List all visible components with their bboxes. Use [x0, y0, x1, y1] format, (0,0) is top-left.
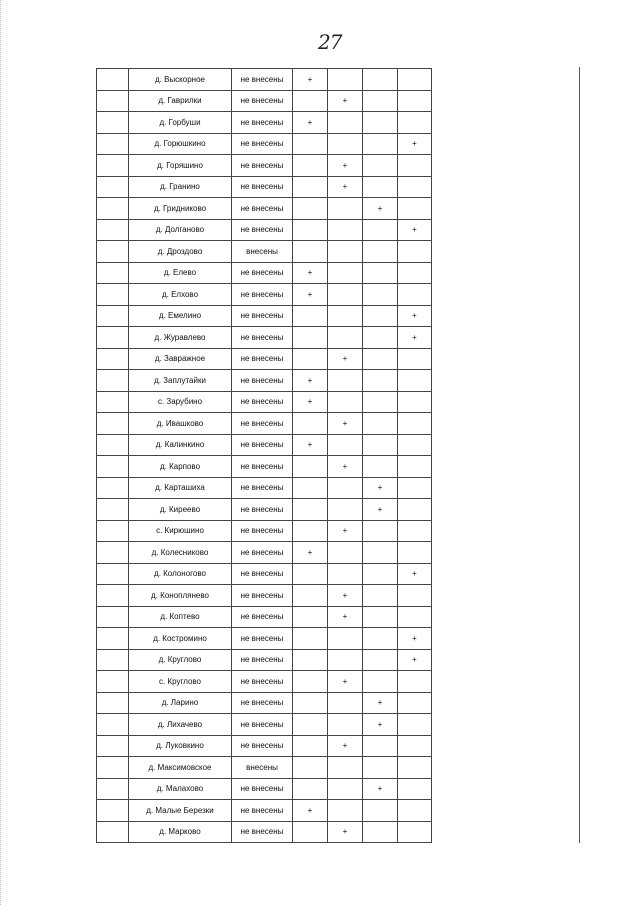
- row-number-cell: [97, 821, 129, 843]
- empty-mark-cell: [398, 348, 432, 370]
- table-row: [97, 542, 432, 564]
- empty-mark-cell: [293, 649, 328, 671]
- table-row: [97, 370, 432, 392]
- status-cell: не внесены: [232, 692, 293, 714]
- table-row: [97, 176, 432, 198]
- table-row: [97, 155, 432, 177]
- status-cell: не внесены: [232, 606, 293, 628]
- plus-mark: +: [328, 671, 363, 693]
- plus-mark: +: [293, 112, 328, 134]
- empty-mark-cell: [328, 434, 363, 456]
- table-body: [97, 69, 432, 843]
- settlement-name: д. Гридниково: [129, 198, 232, 220]
- empty-mark-cell: [293, 499, 328, 521]
- row-number-cell: [97, 477, 129, 499]
- table-row: [97, 413, 432, 435]
- empty-mark-cell: [328, 305, 363, 327]
- table-row: [97, 477, 432, 499]
- table-row: [97, 499, 432, 521]
- empty-mark-cell: [293, 628, 328, 650]
- row-number-cell: [97, 348, 129, 370]
- row-number-cell: [97, 262, 129, 284]
- empty-mark-cell: [328, 391, 363, 413]
- empty-mark-cell: [293, 219, 328, 241]
- table-row: [97, 563, 432, 585]
- empty-mark-cell: [398, 778, 432, 800]
- empty-mark-cell: [398, 90, 432, 112]
- table-row: [97, 133, 432, 155]
- status-cell: не внесены: [232, 370, 293, 392]
- settlement-name: д. Малые Березки: [129, 800, 232, 822]
- table-row: [97, 628, 432, 650]
- empty-mark-cell: [293, 133, 328, 155]
- empty-mark-cell: [328, 800, 363, 822]
- empty-mark-cell: [398, 542, 432, 564]
- table-row: [97, 585, 432, 607]
- empty-mark-cell: [363, 241, 398, 263]
- plus-mark: +: [328, 821, 363, 843]
- empty-mark-cell: [398, 520, 432, 542]
- table-row: [97, 90, 432, 112]
- table-row: [97, 456, 432, 478]
- row-number-cell: [97, 155, 129, 177]
- plus-mark: +: [293, 800, 328, 822]
- status-cell: не внесены: [232, 176, 293, 198]
- empty-mark-cell: [363, 757, 398, 779]
- empty-mark-cell: [293, 176, 328, 198]
- status-cell: не внесены: [232, 112, 293, 134]
- page-number: 27: [318, 30, 342, 54]
- status-cell: не внесены: [232, 628, 293, 650]
- row-number-cell: [97, 219, 129, 241]
- settlement-name: д. Долганово: [129, 219, 232, 241]
- status-cell: не внесены: [232, 155, 293, 177]
- row-number-cell: [97, 563, 129, 585]
- plus-mark: +: [328, 606, 363, 628]
- settlement-name: д. Коптево: [129, 606, 232, 628]
- status-cell: не внесены: [232, 69, 293, 91]
- status-cell: не внесены: [232, 456, 293, 478]
- margin-rule: [579, 67, 580, 843]
- empty-mark-cell: [398, 284, 432, 306]
- empty-mark-cell: [328, 778, 363, 800]
- empty-mark-cell: [363, 821, 398, 843]
- status-cell: не внесены: [232, 305, 293, 327]
- table-row: [97, 778, 432, 800]
- empty-mark-cell: [328, 327, 363, 349]
- settlement-name: д. Карпово: [129, 456, 232, 478]
- empty-mark-cell: [398, 176, 432, 198]
- empty-mark-cell: [398, 735, 432, 757]
- status-cell: не внесены: [232, 800, 293, 822]
- row-number-cell: [97, 241, 129, 263]
- settlement-name: д. Калинкино: [129, 434, 232, 456]
- status-cell: не внесены: [232, 391, 293, 413]
- empty-mark-cell: [398, 757, 432, 779]
- table-row: [97, 69, 432, 91]
- empty-mark-cell: [293, 735, 328, 757]
- table-row: [97, 735, 432, 757]
- empty-mark-cell: [293, 327, 328, 349]
- settlement-name: д. Горяшино: [129, 155, 232, 177]
- empty-mark-cell: [328, 198, 363, 220]
- status-cell: не внесены: [232, 563, 293, 585]
- empty-mark-cell: [293, 155, 328, 177]
- settlement-name: д. Киреево: [129, 499, 232, 521]
- row-number-cell: [97, 692, 129, 714]
- empty-mark-cell: [328, 284, 363, 306]
- empty-mark-cell: [328, 69, 363, 91]
- plus-mark: +: [293, 262, 328, 284]
- empty-mark-cell: [363, 542, 398, 564]
- table-row: [97, 800, 432, 822]
- plus-mark: +: [363, 499, 398, 521]
- empty-mark-cell: [293, 477, 328, 499]
- plus-mark: +: [398, 563, 432, 585]
- table-row: [97, 649, 432, 671]
- empty-mark-cell: [293, 606, 328, 628]
- table-row: [97, 305, 432, 327]
- settlement-name: с. Кирюшино: [129, 520, 232, 542]
- plus-mark: +: [328, 456, 363, 478]
- status-cell: не внесены: [232, 413, 293, 435]
- empty-mark-cell: [293, 198, 328, 220]
- row-number-cell: [97, 542, 129, 564]
- status-cell: не внесены: [232, 327, 293, 349]
- status-cell: не внесены: [232, 133, 293, 155]
- empty-mark-cell: [363, 133, 398, 155]
- empty-mark-cell: [293, 757, 328, 779]
- empty-mark-cell: [398, 112, 432, 134]
- empty-mark-cell: [363, 649, 398, 671]
- status-cell: не внесены: [232, 714, 293, 736]
- status-cell: не внесены: [232, 671, 293, 693]
- empty-mark-cell: [363, 112, 398, 134]
- settlement-name: д. Лихачево: [129, 714, 232, 736]
- row-number-cell: [97, 757, 129, 779]
- empty-mark-cell: [293, 90, 328, 112]
- plus-mark: +: [328, 176, 363, 198]
- empty-mark-cell: [363, 434, 398, 456]
- table-row: [97, 671, 432, 693]
- plus-mark: +: [363, 198, 398, 220]
- empty-mark-cell: [398, 370, 432, 392]
- status-cell: не внесены: [232, 262, 293, 284]
- settlement-name: д. Горбуши: [129, 112, 232, 134]
- empty-mark-cell: [363, 563, 398, 585]
- empty-mark-cell: [398, 391, 432, 413]
- plus-mark: +: [363, 692, 398, 714]
- table-row: [97, 714, 432, 736]
- table-row: [97, 284, 432, 306]
- plus-mark: +: [328, 413, 363, 435]
- table-row: [97, 391, 432, 413]
- empty-mark-cell: [363, 69, 398, 91]
- row-number-cell: [97, 69, 129, 91]
- empty-mark-cell: [293, 520, 328, 542]
- empty-mark-cell: [363, 348, 398, 370]
- page-edge: [0, 0, 3, 905]
- settlement-name: д. Максимовское: [129, 757, 232, 779]
- status-cell: не внесены: [232, 520, 293, 542]
- row-number-cell: [97, 499, 129, 521]
- settlements-table: [96, 68, 432, 843]
- plus-mark: +: [398, 219, 432, 241]
- row-number-cell: [97, 434, 129, 456]
- empty-mark-cell: [363, 90, 398, 112]
- plus-mark: +: [363, 778, 398, 800]
- plus-mark: +: [293, 542, 328, 564]
- plus-mark: +: [328, 348, 363, 370]
- empty-mark-cell: [328, 692, 363, 714]
- plus-mark: +: [328, 90, 363, 112]
- empty-mark-cell: [293, 348, 328, 370]
- settlement-name: д. Журавлево: [129, 327, 232, 349]
- empty-mark-cell: [363, 391, 398, 413]
- empty-mark-cell: [293, 714, 328, 736]
- empty-mark-cell: [293, 821, 328, 843]
- empty-mark-cell: [363, 370, 398, 392]
- table-row: [97, 112, 432, 134]
- table-row: [97, 692, 432, 714]
- empty-mark-cell: [293, 563, 328, 585]
- settlement-name: д. Гранино: [129, 176, 232, 198]
- empty-mark-cell: [328, 714, 363, 736]
- table-row: [97, 757, 432, 779]
- empty-mark-cell: [398, 800, 432, 822]
- settlement-name: д. Ларино: [129, 692, 232, 714]
- row-number-cell: [97, 628, 129, 650]
- empty-mark-cell: [363, 262, 398, 284]
- status-cell: не внесены: [232, 477, 293, 499]
- settlement-name: с. Зарубино: [129, 391, 232, 413]
- empty-mark-cell: [363, 284, 398, 306]
- row-number-cell: [97, 585, 129, 607]
- empty-mark-cell: [363, 176, 398, 198]
- row-number-cell: [97, 735, 129, 757]
- plus-mark: +: [293, 284, 328, 306]
- empty-mark-cell: [328, 477, 363, 499]
- empty-mark-cell: [293, 456, 328, 478]
- row-number-cell: [97, 112, 129, 134]
- table-row: [97, 327, 432, 349]
- table-row: [97, 606, 432, 628]
- plus-mark: +: [363, 477, 398, 499]
- empty-mark-cell: [398, 477, 432, 499]
- empty-mark-cell: [398, 456, 432, 478]
- empty-mark-cell: [293, 241, 328, 263]
- row-number-cell: [97, 800, 129, 822]
- plus-mark: +: [328, 155, 363, 177]
- settlement-name: д. Луковкино: [129, 735, 232, 757]
- row-number-cell: [97, 327, 129, 349]
- settlement-name: д. Колесниково: [129, 542, 232, 564]
- row-number-cell: [97, 176, 129, 198]
- settlement-name: д. Дроздово: [129, 241, 232, 263]
- empty-mark-cell: [398, 821, 432, 843]
- empty-mark-cell: [363, 456, 398, 478]
- plus-mark: +: [293, 391, 328, 413]
- status-cell: не внесены: [232, 434, 293, 456]
- table-row: [97, 821, 432, 843]
- status-cell: не внесены: [232, 821, 293, 843]
- empty-mark-cell: [398, 198, 432, 220]
- plus-mark: +: [328, 520, 363, 542]
- empty-mark-cell: [363, 413, 398, 435]
- empty-mark-cell: [328, 628, 363, 650]
- empty-mark-cell: [363, 219, 398, 241]
- plus-mark: +: [328, 735, 363, 757]
- plus-mark: +: [363, 714, 398, 736]
- settlement-name: с. Круглово: [129, 671, 232, 693]
- settlement-name: д. Заплутайки: [129, 370, 232, 392]
- status-cell: не внесены: [232, 198, 293, 220]
- settlement-name: д. Емелино: [129, 305, 232, 327]
- row-number-cell: [97, 370, 129, 392]
- status-cell: внесены: [232, 241, 293, 263]
- empty-mark-cell: [328, 219, 363, 241]
- table-row: [97, 241, 432, 263]
- status-cell: не внесены: [232, 735, 293, 757]
- empty-mark-cell: [328, 563, 363, 585]
- empty-mark-cell: [293, 305, 328, 327]
- empty-mark-cell: [398, 499, 432, 521]
- empty-mark-cell: [328, 370, 363, 392]
- plus-mark: +: [293, 434, 328, 456]
- empty-mark-cell: [363, 735, 398, 757]
- table-row: [97, 262, 432, 284]
- row-number-cell: [97, 456, 129, 478]
- status-cell: не внесены: [232, 284, 293, 306]
- settlement-name: д. Завражное: [129, 348, 232, 370]
- plus-mark: +: [398, 133, 432, 155]
- settlement-name: д. Гаврилки: [129, 90, 232, 112]
- row-number-cell: [97, 714, 129, 736]
- status-cell: не внесены: [232, 585, 293, 607]
- empty-mark-cell: [363, 606, 398, 628]
- settlement-name: д. Карташиха: [129, 477, 232, 499]
- settlement-name: д. Марково: [129, 821, 232, 843]
- status-cell: не внесены: [232, 649, 293, 671]
- plus-mark: +: [328, 585, 363, 607]
- empty-mark-cell: [293, 671, 328, 693]
- empty-mark-cell: [363, 305, 398, 327]
- row-number-cell: [97, 133, 129, 155]
- status-cell: не внесены: [232, 499, 293, 521]
- empty-mark-cell: [328, 757, 363, 779]
- settlement-name: д. Горюшкино: [129, 133, 232, 155]
- empty-mark-cell: [398, 606, 432, 628]
- empty-mark-cell: [328, 133, 363, 155]
- settlement-name: д. Круглово: [129, 649, 232, 671]
- settlement-name: д. Колоногово: [129, 563, 232, 585]
- table-row: [97, 198, 432, 220]
- empty-mark-cell: [398, 671, 432, 693]
- status-cell: не внесены: [232, 778, 293, 800]
- settlement-name: д. Коноплянево: [129, 585, 232, 607]
- row-number-cell: [97, 649, 129, 671]
- empty-mark-cell: [363, 628, 398, 650]
- status-cell: не внесены: [232, 542, 293, 564]
- row-number-cell: [97, 778, 129, 800]
- plus-mark: +: [398, 305, 432, 327]
- settlement-name: д. Елево: [129, 262, 232, 284]
- row-number-cell: [97, 413, 129, 435]
- status-cell: не внесены: [232, 348, 293, 370]
- empty-mark-cell: [328, 262, 363, 284]
- empty-mark-cell: [293, 778, 328, 800]
- status-cell: внесены: [232, 757, 293, 779]
- empty-mark-cell: [328, 649, 363, 671]
- empty-mark-cell: [363, 520, 398, 542]
- empty-mark-cell: [293, 413, 328, 435]
- empty-mark-cell: [363, 585, 398, 607]
- row-number-cell: [97, 284, 129, 306]
- settlement-name: д. Ивашково: [129, 413, 232, 435]
- row-number-cell: [97, 391, 129, 413]
- empty-mark-cell: [293, 692, 328, 714]
- settlement-name: д. Малахово: [129, 778, 232, 800]
- empty-mark-cell: [398, 69, 432, 91]
- settlement-name: д. Костромино: [129, 628, 232, 650]
- status-cell: не внесены: [232, 90, 293, 112]
- plus-mark: +: [293, 69, 328, 91]
- empty-mark-cell: [293, 585, 328, 607]
- table-row: [97, 434, 432, 456]
- row-number-cell: [97, 90, 129, 112]
- settlement-name: д. Выскорное: [129, 69, 232, 91]
- settlement-name: д. Елхово: [129, 284, 232, 306]
- empty-mark-cell: [398, 692, 432, 714]
- empty-mark-cell: [398, 585, 432, 607]
- empty-mark-cell: [328, 542, 363, 564]
- empty-mark-cell: [398, 434, 432, 456]
- empty-mark-cell: [363, 671, 398, 693]
- table-row: [97, 348, 432, 370]
- empty-mark-cell: [328, 499, 363, 521]
- empty-mark-cell: [398, 155, 432, 177]
- plus-mark: +: [293, 370, 328, 392]
- row-number-cell: [97, 606, 129, 628]
- row-number-cell: [97, 520, 129, 542]
- status-cell: не внесены: [232, 219, 293, 241]
- empty-mark-cell: [363, 155, 398, 177]
- row-number-cell: [97, 305, 129, 327]
- row-number-cell: [97, 198, 129, 220]
- table-row: [97, 520, 432, 542]
- empty-mark-cell: [328, 241, 363, 263]
- table-row: [97, 219, 432, 241]
- empty-mark-cell: [398, 262, 432, 284]
- empty-mark-cell: [328, 112, 363, 134]
- plus-mark: +: [398, 327, 432, 349]
- empty-mark-cell: [398, 241, 432, 263]
- empty-mark-cell: [398, 413, 432, 435]
- empty-mark-cell: [398, 714, 432, 736]
- empty-mark-cell: [363, 327, 398, 349]
- plus-mark: +: [398, 628, 432, 650]
- empty-mark-cell: [363, 800, 398, 822]
- plus-mark: +: [398, 649, 432, 671]
- row-number-cell: [97, 671, 129, 693]
